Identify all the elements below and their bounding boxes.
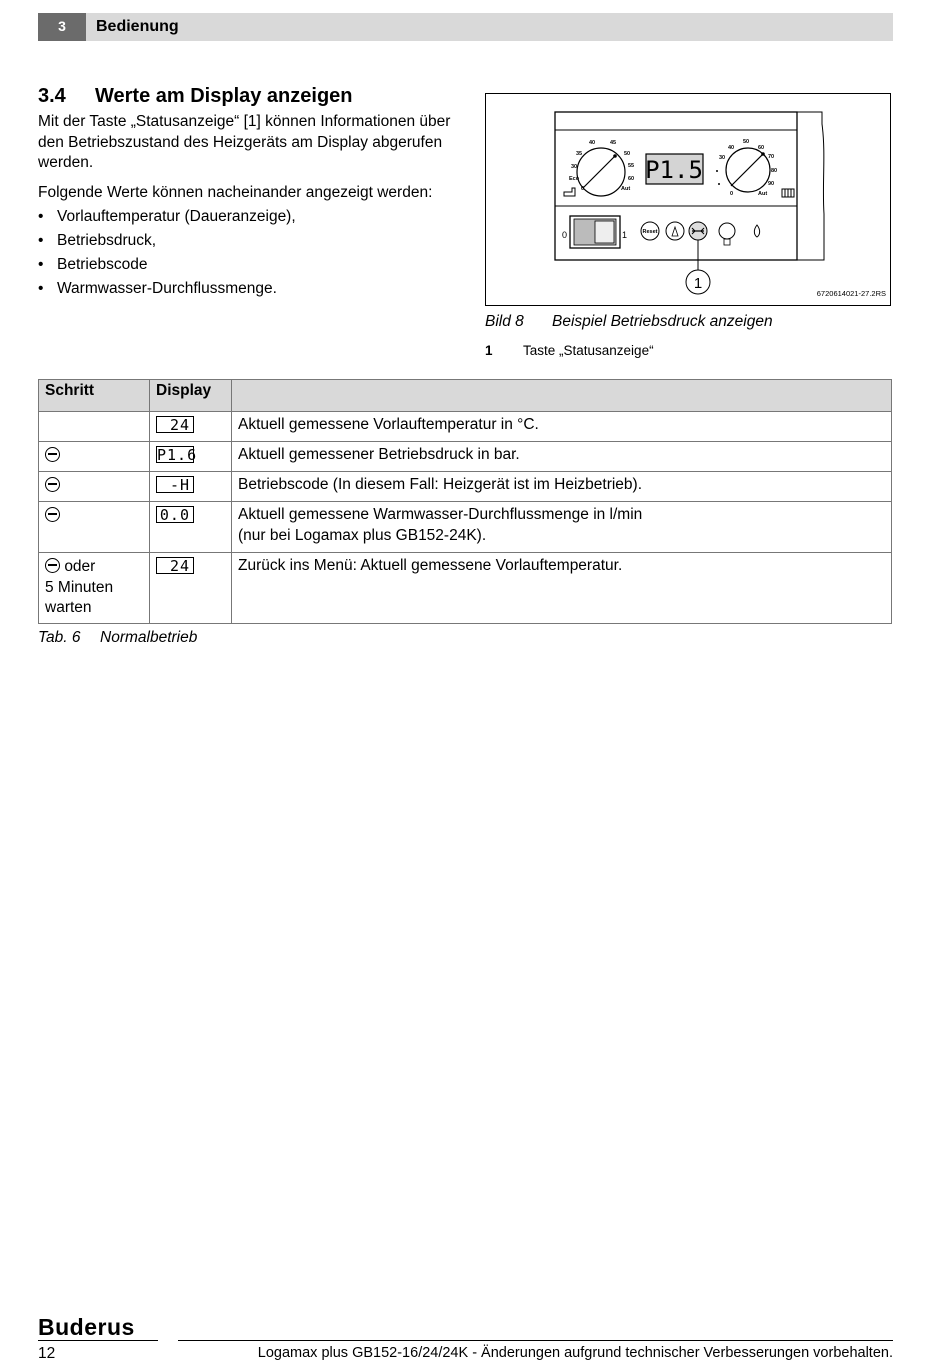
chapter-title: Bedienung xyxy=(96,18,179,35)
manometer-icon xyxy=(719,223,735,245)
svg-text:50: 50 xyxy=(624,151,631,157)
radiator-icon xyxy=(782,189,794,197)
step-cell xyxy=(39,442,150,472)
table-row xyxy=(39,553,892,624)
section-title: Werte am Display anzeigen xyxy=(95,85,353,107)
page-number: 12 xyxy=(38,1345,56,1362)
list-intro: Folgende Werte können nacheinander angezeigt werden: xyxy=(38,184,433,201)
display-cell xyxy=(150,553,232,624)
dhw-temperature-dial[interactable] xyxy=(564,140,634,196)
svg-text:30: 30 xyxy=(571,164,578,170)
display-cell xyxy=(150,472,232,502)
svg-text:50: 50 xyxy=(743,139,750,145)
footer-text: Logamax plus GB152-16/24/24K - Änderungen aufgrund technischer Verbesserungen vorbehalten. xyxy=(257,1345,893,1361)
list-item: • Betriebscode xyxy=(38,256,148,273)
svg-text:45: 45 xyxy=(610,140,617,146)
svg-text:Eco: Eco xyxy=(569,176,580,182)
svg-text:90: 90 xyxy=(768,181,775,187)
display-cell xyxy=(150,412,232,442)
figure-legend: 1 Taste „Statusanzeige“ xyxy=(485,343,654,358)
column-header-description xyxy=(232,380,892,412)
step-cell: oder 5 Minuten warten xyxy=(39,553,150,624)
status-key-icon xyxy=(45,477,60,492)
svg-text:40: 40 xyxy=(589,140,596,146)
svg-text:60: 60 xyxy=(758,145,765,151)
display-cell xyxy=(150,442,232,472)
description-cell: Aktuell gemessene Warmwasser-Durchflussmenge in l/min (nur bei Logamax plus GB152-24K). xyxy=(232,502,892,553)
chimney-sweep-button[interactable] xyxy=(666,222,684,240)
chapter-number: 3 xyxy=(38,13,86,41)
reset-button[interactable] xyxy=(641,222,659,240)
list-item: • Vorlauftemperatur (Daueranzeige), xyxy=(38,208,296,225)
svg-text:80: 80 xyxy=(771,168,778,174)
section-number: 3.4 xyxy=(38,85,66,107)
table-header-row xyxy=(39,380,892,412)
buderus-logo: Buderus xyxy=(38,1314,135,1340)
status-key-icon xyxy=(45,447,60,462)
flame-icon xyxy=(754,225,759,237)
lcd-value: 24 xyxy=(156,557,194,574)
step-cell xyxy=(39,502,150,553)
footer-divider xyxy=(38,1340,158,1341)
main-switch[interactable] xyxy=(562,216,627,248)
table-caption: Tab. 6 Normalbetrieb xyxy=(38,629,198,646)
lcd-value: 24 xyxy=(156,416,194,433)
svg-text:55: 55 xyxy=(628,163,635,169)
status-display-button[interactable] xyxy=(689,222,707,240)
svg-text:0: 0 xyxy=(730,191,734,197)
table-row xyxy=(39,442,892,472)
status-key-icon xyxy=(45,507,60,522)
svg-text:70: 70 xyxy=(768,154,775,160)
control-panel-figure xyxy=(485,93,891,306)
list-item: • Warmwasser-Durchflussmenge. xyxy=(38,280,277,297)
figure-caption: Bild 8 Beispiel Betriebsdruck anzeigen xyxy=(485,313,773,330)
svg-text:1: 1 xyxy=(693,275,703,292)
table-row xyxy=(39,502,892,553)
svg-text:1: 1 xyxy=(622,230,628,240)
lcd-value: 0.0 xyxy=(156,506,194,523)
heating-temperature-dial[interactable] xyxy=(719,139,794,197)
tap-icon xyxy=(564,188,575,196)
svg-text:Aut: Aut xyxy=(758,191,768,197)
svg-text:Aut: Aut xyxy=(621,186,631,192)
image-code: 6720614021-27.2RS xyxy=(816,289,886,298)
svg-text:40: 40 xyxy=(728,145,735,151)
callout-1 xyxy=(686,240,710,294)
status-key-icon xyxy=(45,558,60,573)
list-item: • Betriebsdruck, xyxy=(38,232,157,249)
lcd-value: P1.6 xyxy=(157,446,198,464)
step-cell xyxy=(39,412,150,442)
svg-text:Reset: Reset xyxy=(642,229,658,235)
svg-text:60: 60 xyxy=(628,176,635,182)
description-cell: Aktuell gemessener Betriebsdruck in bar. xyxy=(232,442,892,472)
display-cell xyxy=(150,502,232,553)
value-list xyxy=(38,207,296,303)
svg-text:0: 0 xyxy=(562,230,568,240)
svg-text:35: 35 xyxy=(576,151,583,157)
step-cell xyxy=(39,472,150,502)
column-header-display: Display xyxy=(150,380,232,412)
footer-divider xyxy=(178,1340,893,1341)
column-header-step: Schritt xyxy=(39,380,150,412)
normal-operation-table xyxy=(38,379,892,624)
intro-paragraph: Mit der Taste „Statusanzeige“ [1] können Informationen über den Betriebszustand des Heizgeräts am Display abgerufen werden. xyxy=(38,113,451,171)
table-row xyxy=(39,412,892,442)
table-row xyxy=(39,472,892,502)
description-cell: Aktuell gemessene Vorlauftemperatur in °C. xyxy=(232,412,892,442)
description-cell: Zurück ins Menü: Aktuell gemessene Vorlauftemperatur. xyxy=(232,553,892,624)
lcd-value: P1.5 xyxy=(645,156,703,184)
description-cell: Betriebscode (In diesem Fall: Heizgerät ist im Heizbetrieb). xyxy=(232,472,892,502)
svg-text:0: 0 xyxy=(581,186,585,192)
lcd-display xyxy=(645,154,703,184)
lcd-value: -H xyxy=(156,476,194,493)
svg-text:30: 30 xyxy=(719,155,726,161)
control-panel-drawing xyxy=(486,94,890,305)
